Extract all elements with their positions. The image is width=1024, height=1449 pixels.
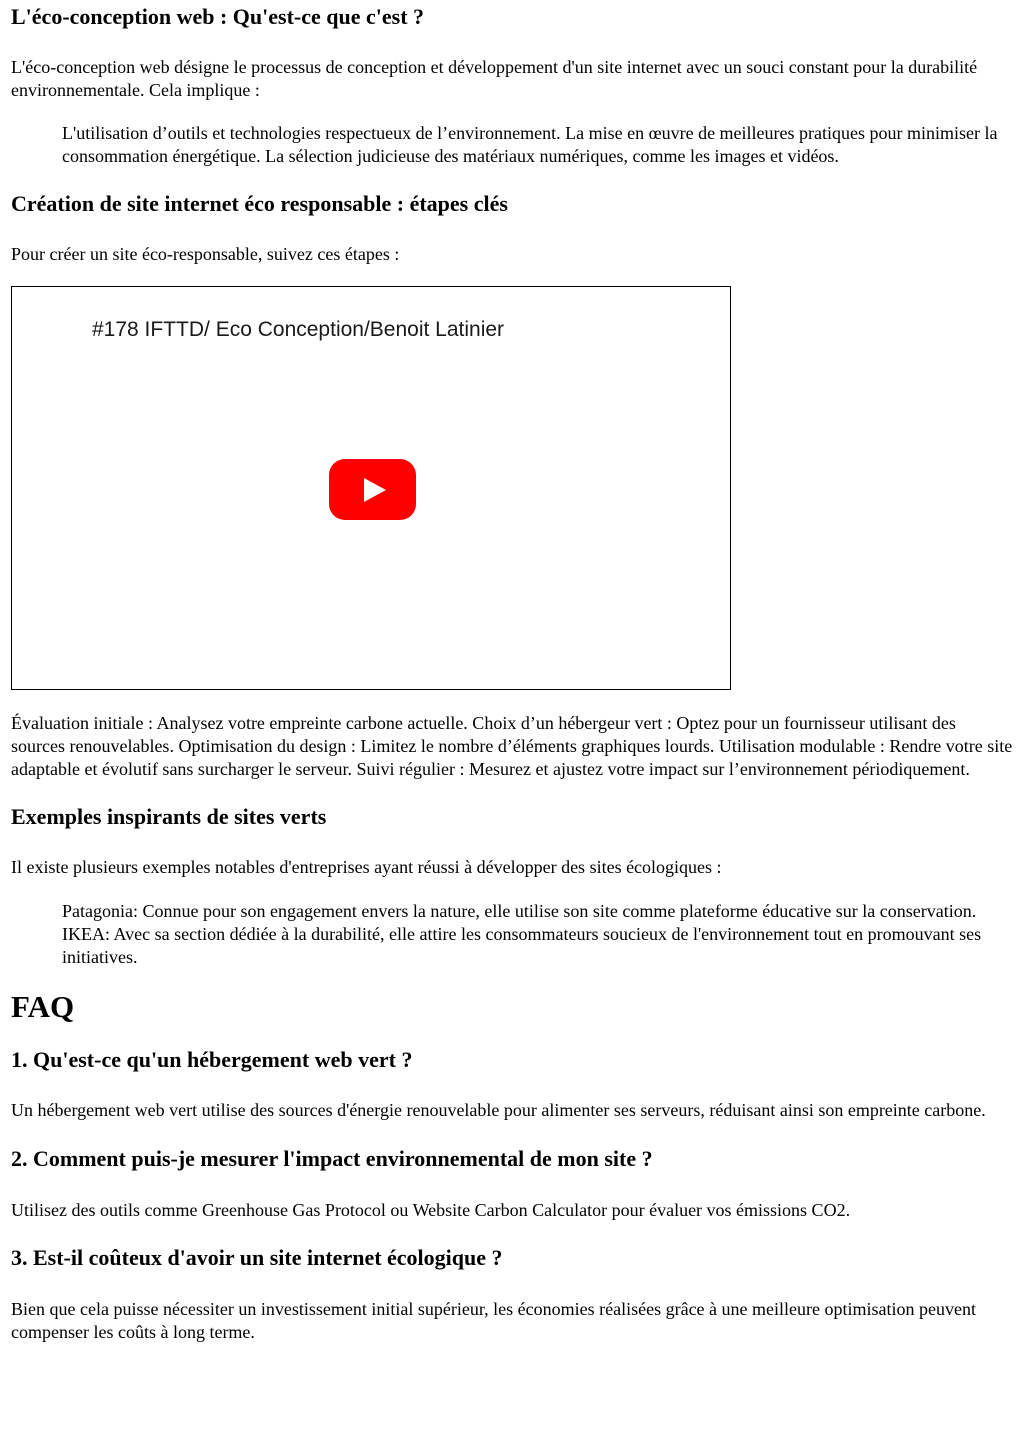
faq-title: FAQ [11, 989, 75, 1024]
creation-steps: Évaluation initiale : Analysez votre empreinte carbone actuelle. Choix d’un hébergeur vert : Optez pour un fournisseur utilisant des sources renouvelables. Optimisation du design : Limitez le nombre d’éléments graphiques lourds. Utilisation modulable : Rendre votre site adaptable et évolutif sans surcharger le serveur. Suivi régulier : Mesurez et ajustez votre impact sur l’environnement périodiquement. [11, 713, 1013, 779]
faq-question: 2. Comment puis-je mesurer l'impact environnemental de mon site ? [11, 1146, 653, 1171]
section-title-eco-conception: L'éco-conception web : Qu'est-ce que c'est ? [11, 4, 425, 29]
article [0, 3, 1024, 1344]
video-embed[interactable] [11, 286, 731, 690]
faq-answer: Un hébergement web vert utilise des sources d'énergie renouvelable pour alimenter ses serveurs, réduisant ainsi son empreinte carbone. [11, 1100, 986, 1120]
video-title[interactable]: #178 IFTTD/ Eco Conception/Benoit Latinier [92, 318, 505, 341]
faq-answer: Bien que cela puisse nécessiter un investissement initial supérieur, les économies réalisées grâce à une meilleure optimisation peuvent compenser les coûts à long terme. [11, 1299, 976, 1342]
section-title-examples: Exemples inspirants de sites verts [11, 804, 327, 829]
play-button[interactable] [329, 459, 416, 520]
section-intro-examples: Il existe plusieurs exemples notables d'entreprises ayant réussi à développer des sites écologiques : [11, 857, 722, 877]
play-icon [364, 478, 386, 502]
section-title-creation: Création de site internet éco responsable : étapes clés [11, 191, 508, 216]
eco-conception-quote: L'utilisation d’outils et technologies respectueux de l’environnement. La mise en œuvre de meilleures pratiques pour minimiser la consommation énergétique. La sélection judicieuse des matériaux numériques, comme les images et vidéos. [62, 123, 998, 166]
examples-quote: Patagonia: Connue pour son engagement envers la nature, elle utilise son site comme plateforme éducative sur la conservation. IKEA: Avec sa section dédiée à la durabilité, elle attire les consommateurs soucieux de l'environnement tout en promouvant ses initiatives. [62, 901, 982, 967]
faq-question: 3. Est-il coûteux d'avoir un site internet écologique ? [11, 1245, 503, 1270]
section-intro-creation: Pour créer un site éco-responsable, suivez ces étapes : [11, 244, 400, 264]
faq-question: 1. Qu'est-ce qu'un hébergement web vert ? [11, 1047, 413, 1072]
section-intro-eco-conception: L'éco-conception web désigne le processus de conception et développement d'un site internet avec un souci constant pour la durabilité environnementale. Cela implique : [11, 57, 978, 100]
faq-answer: Utilisez des outils comme Greenhouse Gas Protocol ou Website Carbon Calculator pour évaluer vos émissions CO2. [11, 1200, 851, 1220]
